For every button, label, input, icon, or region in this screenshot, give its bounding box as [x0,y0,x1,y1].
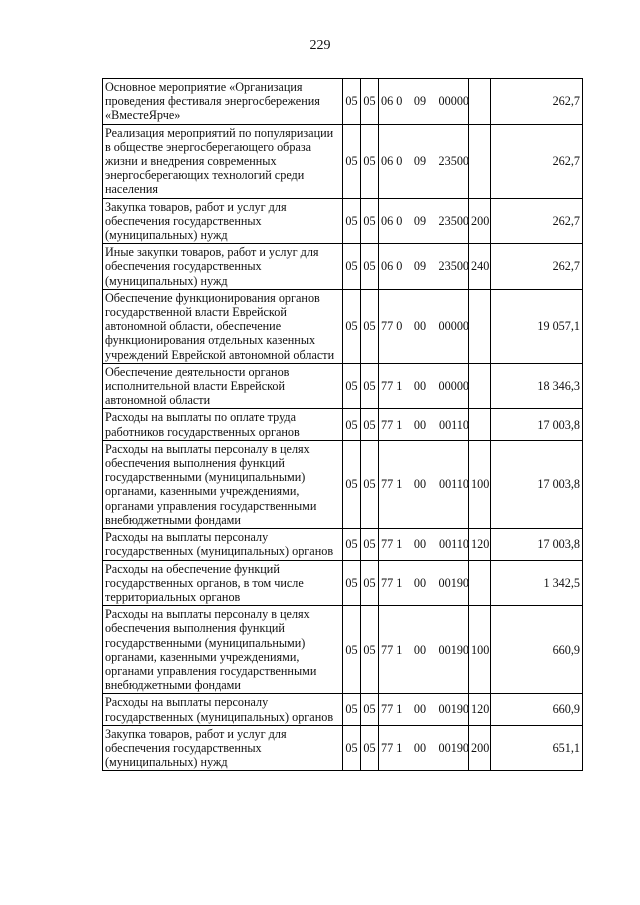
expense-type-code: 120 [469,529,491,560]
table-row [103,363,583,409]
expense-type-code: 240 [469,244,491,290]
section-code: 05 [343,529,361,560]
target-article-code [379,725,469,771]
amount: 17 003,8 [491,440,583,528]
target-article-direction: 00110 [438,477,469,492]
subsection-code: 05 [361,606,379,694]
target-article-subprogram: 00 [413,537,427,552]
amount: 17 003,8 [491,529,583,560]
amount: 262,7 [491,124,583,198]
target-article-subprogram: 00 [413,642,427,657]
subsection-code: 05 [361,529,379,560]
amount: 18 346,3 [491,363,583,409]
amount: 262,7 [491,79,583,125]
subsection-code: 05 [361,244,379,290]
expense-name: Обеспечение функционирования органов государственной власти Еврейской автономной области, обеспечение функционирования отдельных казенных учреждений Еврейской автономной области [103,289,343,363]
target-article-subprogram: 00 [413,575,427,590]
target-article-direction: 00000 [438,94,469,109]
target-article-subprogram: 00 [413,740,427,755]
target-article-program: 06 0 [381,94,403,109]
table-row [103,79,583,125]
target-article-subprogram: 09 [413,213,427,228]
section-code: 05 [343,198,361,244]
target-article-code [379,124,469,198]
amount: 651,1 [491,725,583,771]
amount: 19 057,1 [491,289,583,363]
subsection-code: 05 [361,363,379,409]
expense-type-code [469,289,491,363]
expense-name: Закупка товаров, работ и услуг для обеспечения государственных (муниципальных) нужд [103,198,343,244]
target-article-direction: 23500 [438,213,469,228]
section-code: 05 [343,725,361,771]
expense-type-code [469,560,491,606]
table-row [103,409,583,440]
target-article-code [379,79,469,125]
subsection-code: 05 [361,725,379,771]
table-row [103,289,583,363]
expense-type-code [469,363,491,409]
page-number: 229 [309,38,331,53]
table-row [103,124,583,198]
expense-name: Расходы на выплаты по оплате труда работников государственных органов [103,409,343,440]
subsection-code: 05 [361,198,379,244]
expense-name: Расходы на обеспечение функций государственных органов, в том числе территориальных органов [103,560,343,606]
target-article-direction: 00190 [438,642,469,657]
target-article-program: 06 0 [381,213,403,228]
expense-name: Основное мероприятие «Организация проведения фестиваля энергосбережения «ВместеЯрче» [103,79,343,125]
expense-name: Расходы на выплаты персоналу в целях обеспечения выполнения функций государственными (муниципальными) органами, казенными учреждениями, органами управления государственными внебюджетными фондами [103,440,343,528]
expense-type-code: 100 [469,606,491,694]
expense-type-code: 200 [469,725,491,771]
target-article-code [379,694,469,725]
amount: 1 342,5 [491,560,583,606]
target-article-program: 77 1 [381,702,403,717]
section-code: 05 [343,79,361,125]
target-article-code [379,529,469,560]
amount: 17 003,8 [491,409,583,440]
target-article-program: 77 1 [381,575,403,590]
target-article-program: 77 0 [381,319,403,334]
target-article-subprogram: 00 [413,477,427,492]
subsection-code: 05 [361,79,379,125]
target-article-program: 77 1 [381,477,403,492]
subsection-code: 05 [361,694,379,725]
target-article-code [379,606,469,694]
target-article-direction: 00110 [438,537,469,552]
target-article-subprogram: 00 [413,417,427,432]
target-article-direction: 00190 [438,740,469,755]
expense-name: Расходы на выплаты персоналу государственных (муниципальных) органов [103,694,343,725]
section-code: 05 [343,363,361,409]
expense-type-code [469,124,491,198]
section-code: 05 [343,409,361,440]
amount: 262,7 [491,198,583,244]
table-row [103,725,583,771]
expense-name: Иные закупки товаров, работ и услуг для обеспечения государственных (муниципальных) нужд [103,244,343,290]
table-row [103,606,583,694]
expense-type-code [469,409,491,440]
target-article-code [379,363,469,409]
target-article-subprogram: 09 [413,259,427,274]
target-article-subprogram: 00 [413,319,427,334]
table-row [103,244,583,290]
target-article-program: 77 1 [381,642,403,657]
expense-type-code [469,79,491,125]
subsection-code: 05 [361,409,379,440]
table-row [103,440,583,528]
target-article-direction: 00110 [438,417,469,432]
section-code: 05 [343,124,361,198]
target-article-program: 77 1 [381,379,403,394]
expense-type-code: 100 [469,440,491,528]
target-article-code [379,560,469,606]
target-article-code [379,289,469,363]
amount: 660,9 [491,694,583,725]
subsection-code: 05 [361,440,379,528]
target-article-subprogram: 00 [413,702,427,717]
section-code: 05 [343,244,361,290]
amount: 262,7 [491,244,583,290]
table-row [103,529,583,560]
section-code: 05 [343,289,361,363]
target-article-code [379,244,469,290]
table-row [103,198,583,244]
subsection-code: 05 [361,124,379,198]
expense-name: Обеспечение деятельности органов исполнительной власти Еврейской автономной области [103,363,343,409]
expense-name: Реализация мероприятий по популяризации в обществе энергосберегающего образа жизни и внедрения современных энергосберегающих технологий среди населения [103,124,343,198]
target-article-program: 06 0 [381,259,403,274]
section-code: 05 [343,606,361,694]
expense-name: Закупка товаров, работ и услуг для обеспечения государственных (муниципальных) нужд [103,725,343,771]
section-code: 05 [343,560,361,606]
table-row [103,560,583,606]
target-article-subprogram: 09 [413,154,427,169]
section-code: 05 [343,694,361,725]
target-article-direction: 00190 [438,575,469,590]
target-article-code [379,409,469,440]
target-article-program: 77 1 [381,417,403,432]
target-article-direction: 00000 [438,379,469,394]
expense-name: Расходы на выплаты персоналу государственных (муниципальных) органов [103,529,343,560]
target-article-subprogram: 09 [413,94,427,109]
subsection-code: 05 [361,289,379,363]
budget-table-body [103,79,583,771]
target-article-program: 77 1 [381,740,403,755]
target-article-direction: 00000 [438,319,469,334]
table-row [103,694,583,725]
target-article-code [379,440,469,528]
target-article-subprogram: 00 [413,379,427,394]
target-article-direction: 23500 [438,259,469,274]
subsection-code: 05 [361,560,379,606]
amount: 660,9 [491,606,583,694]
section-code: 05 [343,440,361,528]
expense-name: Расходы на выплаты персоналу в целях обеспечения выполнения функций государственными (муниципальными) органами, казенными учреждениями, органами управления государственными внебюджетными фондами [103,606,343,694]
target-article-program: 77 1 [381,537,403,552]
expense-type-code: 120 [469,694,491,725]
target-article-direction: 23500 [438,154,469,169]
budget-table [102,78,583,771]
target-article-program: 06 0 [381,154,403,169]
target-article-code [379,198,469,244]
expense-type-code: 200 [469,198,491,244]
target-article-direction: 00190 [438,702,469,717]
